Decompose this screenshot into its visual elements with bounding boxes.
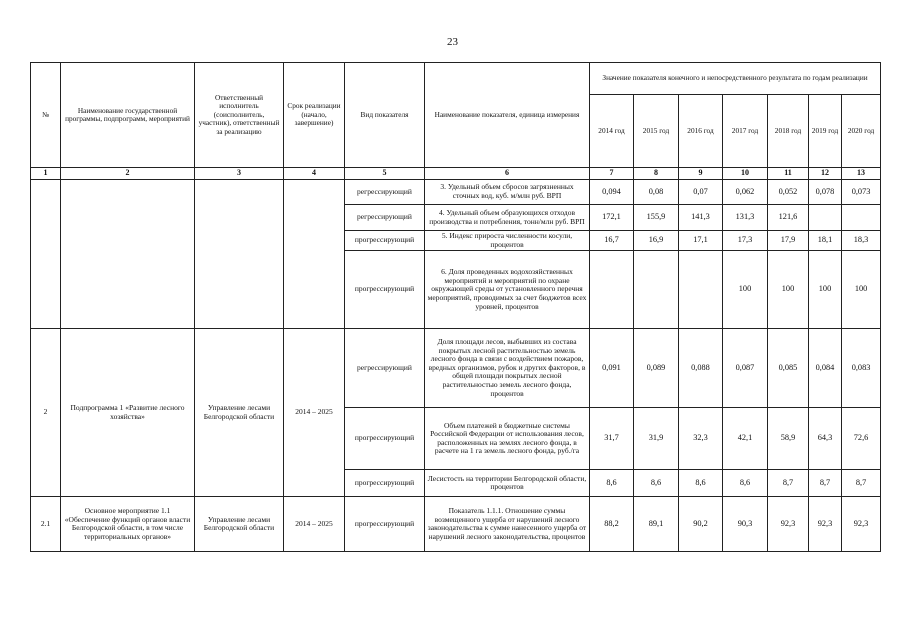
value-cell: 58,9 bbox=[768, 408, 809, 470]
value-cell: 141,3 bbox=[679, 205, 723, 231]
value-cell: 100 bbox=[809, 251, 842, 329]
value-cell: 8,7 bbox=[809, 470, 842, 497]
value-cell bbox=[809, 205, 842, 231]
header-executor: Ответственный исполнитель (соисполнитель, участник), ответственный за реализацию bbox=[195, 63, 284, 168]
page-number: 23 bbox=[447, 36, 458, 48]
indicator-type: прогрессирующий bbox=[345, 497, 425, 552]
column-number: 1 bbox=[31, 168, 61, 180]
value-cell: 16,7 bbox=[590, 231, 634, 251]
value-cell: 131,3 bbox=[723, 205, 768, 231]
indicator-name: Объем платежей в бюджетные системы Российской Федерации от использования лесов, расположенных на землях лесного фонда, в расчете на 1 га земель лесного фонда, руб./га bbox=[425, 408, 590, 470]
column-number: 4 bbox=[284, 168, 345, 180]
value-cell: 0,091 bbox=[590, 329, 634, 408]
empty-cell bbox=[195, 180, 284, 329]
value-cell: 90,3 bbox=[723, 497, 768, 552]
value-cell: 8,6 bbox=[723, 470, 768, 497]
indicator-name: Доля площади лесов, выбывших из состава покрытых лесной растительностью земель лесного фонда в связи с воздействием пожаров, вредных организмов, рубок и других факторов, в общей площади покрытых лесной растительностью земель лесного фонда, процентов bbox=[425, 329, 590, 408]
value-cell: 8,6 bbox=[679, 470, 723, 497]
value-cell: 8,6 bbox=[634, 470, 679, 497]
value-cell: 0,073 bbox=[842, 180, 881, 205]
header-year: 2020 год bbox=[842, 95, 881, 168]
empty-cell bbox=[61, 180, 195, 329]
indicator-name: 5. Индекс прироста численности косули, процентов bbox=[425, 231, 590, 251]
value-cell: 88,2 bbox=[590, 497, 634, 552]
value-cell: 72,6 bbox=[842, 408, 881, 470]
value-cell: 0,07 bbox=[679, 180, 723, 205]
table-row bbox=[31, 180, 881, 205]
column-number: 12 bbox=[809, 168, 842, 180]
value-cell bbox=[842, 205, 881, 231]
indicator-name: Показатель 1.1.1. Отношение суммы возмещенного ущерба от нарушений лесного законодательства к сумме нанесенного ущерба от нарушений лесного законодательства, процентов bbox=[425, 497, 590, 552]
column-number: 9 bbox=[679, 168, 723, 180]
value-cell: 172,1 bbox=[590, 205, 634, 231]
value-cell: 0,052 bbox=[768, 180, 809, 205]
value-cell: 92,3 bbox=[809, 497, 842, 552]
indicator-type: регрессирующий bbox=[345, 205, 425, 231]
value-cell bbox=[590, 251, 634, 329]
indicator-name: 3. Удельный объем сбросов загрязненных сточных вод, куб. м/млн руб. ВРП bbox=[425, 180, 590, 205]
value-cell: 0,094 bbox=[590, 180, 634, 205]
indicators-table bbox=[30, 62, 881, 552]
value-cell: 0,088 bbox=[679, 329, 723, 408]
column-number: 10 bbox=[723, 168, 768, 180]
program-name: Подпрограмма 1 «Развитие лесного хозяйства» bbox=[61, 329, 195, 497]
indicator-type: регрессирующий bbox=[345, 180, 425, 205]
row-number: 2 bbox=[31, 329, 61, 497]
header-year: 2019 год bbox=[809, 95, 842, 168]
header-indicator-type: Вид показателя bbox=[345, 63, 425, 168]
column-number: 2 bbox=[61, 168, 195, 180]
header-year: 2018 год bbox=[768, 95, 809, 168]
column-number: 3 bbox=[195, 168, 284, 180]
value-cell bbox=[679, 251, 723, 329]
value-cell: 92,3 bbox=[768, 497, 809, 552]
value-cell: 8,7 bbox=[842, 470, 881, 497]
value-cell: 100 bbox=[842, 251, 881, 329]
value-cell: 0,078 bbox=[809, 180, 842, 205]
value-cell: 0,085 bbox=[768, 329, 809, 408]
header-year: 2016 год bbox=[679, 95, 723, 168]
value-cell: 8,7 bbox=[768, 470, 809, 497]
header-year: 2017 год bbox=[723, 95, 768, 168]
table-row bbox=[31, 329, 881, 408]
row-number: 2.1 bbox=[31, 497, 61, 552]
value-cell: 17,1 bbox=[679, 231, 723, 251]
value-cell: 89,1 bbox=[634, 497, 679, 552]
header-year: 2014 год bbox=[590, 95, 634, 168]
table-row bbox=[31, 497, 881, 552]
responsible-executor: Управление лесами Белгородской области bbox=[195, 329, 284, 497]
column-number: 6 bbox=[425, 168, 590, 180]
value-cell: 8,6 bbox=[590, 470, 634, 497]
value-cell: 100 bbox=[768, 251, 809, 329]
column-number: 8 bbox=[634, 168, 679, 180]
indicator-name: Лесистость на территории Белгородской области, процентов bbox=[425, 470, 590, 497]
column-numbers-row bbox=[31, 168, 881, 180]
term-cell: 2014 – 2025 bbox=[284, 329, 345, 497]
header-year: 2015 год bbox=[634, 95, 679, 168]
program-name: Основное мероприятие 1.1 «Обеспечение функций органов власти Белгородской области, в том числе территориальных органов» bbox=[61, 497, 195, 552]
value-cell: 17,9 bbox=[768, 231, 809, 251]
value-cell: 92,3 bbox=[842, 497, 881, 552]
value-cell bbox=[634, 251, 679, 329]
column-number: 7 bbox=[590, 168, 634, 180]
empty-cell bbox=[31, 180, 61, 329]
value-cell: 0,084 bbox=[809, 329, 842, 408]
indicator-type: прогрессирующий bbox=[345, 231, 425, 251]
value-cell: 0,089 bbox=[634, 329, 679, 408]
value-cell: 18,1 bbox=[809, 231, 842, 251]
column-number: 13 bbox=[842, 168, 881, 180]
indicator-type: прогрессирующий bbox=[345, 470, 425, 497]
header-term: Срок реализации (начало, завершение) bbox=[284, 63, 345, 168]
value-cell: 0,062 bbox=[723, 180, 768, 205]
indicator-type: регрессирующий bbox=[345, 329, 425, 408]
value-cell: 18,3 bbox=[842, 231, 881, 251]
value-cell: 100 bbox=[723, 251, 768, 329]
value-cell: 17,3 bbox=[723, 231, 768, 251]
indicator-type: прогрессирующий bbox=[345, 408, 425, 470]
value-cell: 0,08 bbox=[634, 180, 679, 205]
column-number: 5 bbox=[345, 168, 425, 180]
header-program: Наименование государственной программы, подпрограмм, мероприятий bbox=[61, 63, 195, 168]
indicator-name: 6. Доля проведенных водохозяйственных мероприятий и мероприятий по охране окружающей среды от установленного перечня мероприятий, проводимых за счет бюджетов всех уровней, процентов bbox=[425, 251, 590, 329]
value-cell: 0,083 bbox=[842, 329, 881, 408]
empty-cell bbox=[284, 180, 345, 329]
value-cell: 90,2 bbox=[679, 497, 723, 552]
value-cell: 121,6 bbox=[768, 205, 809, 231]
header-values-group: Значение показателя конечного и непосредственного результата по годам реализации bbox=[590, 63, 881, 95]
value-cell: 155,9 bbox=[634, 205, 679, 231]
term-cell: 2014 – 2025 bbox=[284, 497, 345, 552]
value-cell: 42,1 bbox=[723, 408, 768, 470]
responsible-executor: Управление лесами Белгородской области bbox=[195, 497, 284, 552]
value-cell: 16,9 bbox=[634, 231, 679, 251]
value-cell: 0,087 bbox=[723, 329, 768, 408]
indicator-name: 4. Удельный объем образующихся отходов производства и потребления, тонн/млн руб. ВРП bbox=[425, 205, 590, 231]
header-num: № bbox=[31, 63, 61, 168]
indicator-type: прогрессирующий bbox=[345, 251, 425, 329]
value-cell: 32,3 bbox=[679, 408, 723, 470]
column-number: 11 bbox=[768, 168, 809, 180]
value-cell: 64,3 bbox=[809, 408, 842, 470]
value-cell: 31,7 bbox=[590, 408, 634, 470]
value-cell: 31,9 bbox=[634, 408, 679, 470]
header-indicator-name: Наименование показателя, единица измерения bbox=[425, 63, 590, 168]
